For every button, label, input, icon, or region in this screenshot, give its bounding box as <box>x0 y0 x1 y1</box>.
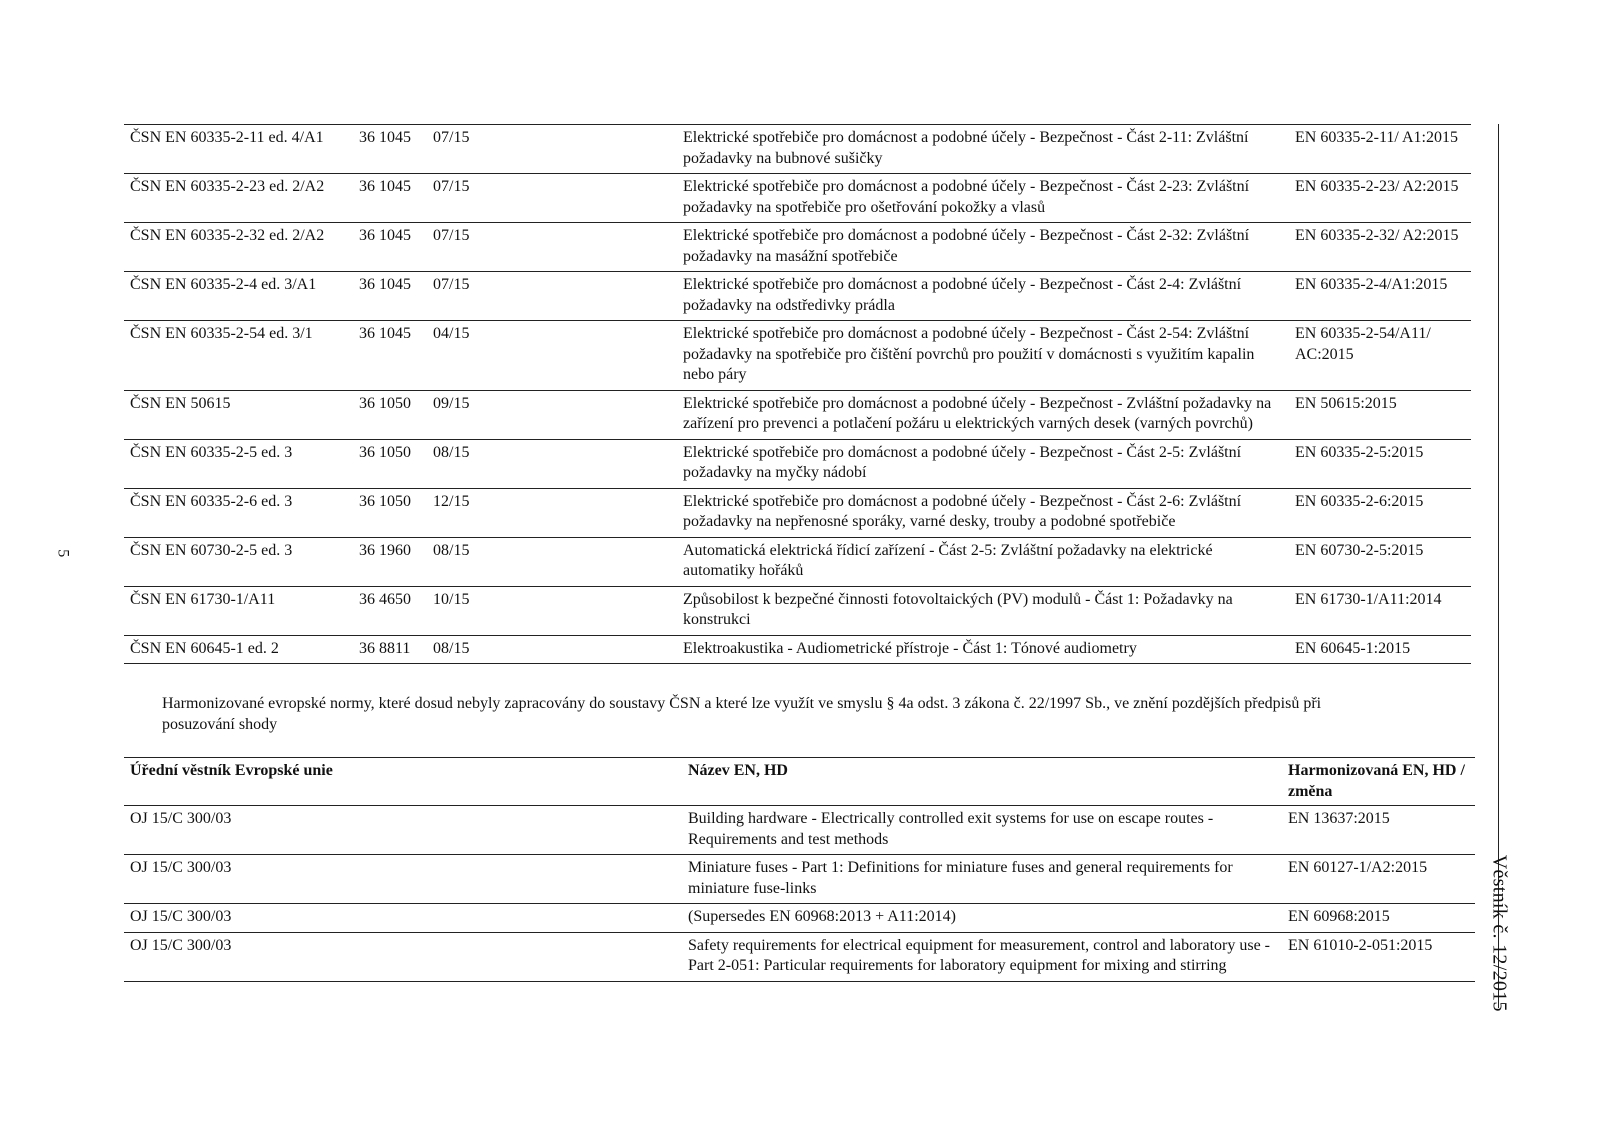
cell-en: EN 50615:2015 <box>1295 394 1397 412</box>
cell-title: Elektroakustika - Audiometrické přístroje - Část 1: Tónové audiometry <box>683 639 1137 657</box>
cell-en: EN 61730-1/A11:2014 <box>1295 590 1442 608</box>
cell-class: 36 1045 <box>359 325 411 342</box>
cell-csn: ČSN EN 60730-2-5 ed. 3 <box>130 541 293 559</box>
cell-title: Elektrické spotřebiče pro domácnost a podobné účely - Bezpečnost - Část 2-23: Zvláštní požadavky na spotřebiče pro ošetřování pokožky a vlasů <box>683 178 1250 216</box>
table-header-row <box>124 758 1475 806</box>
cell-csn: ČSN EN 60335-2-54 ed. 3/1 <box>130 325 313 342</box>
cell-title: Elektrické spotřebiče pro domácnost a podobné účely - Bezpečnost - Část 2-54: Zvláštní požadavky na spotřebiče pro čištění povrchů pro použití v domácnosti s využitím kapalin nebo páry <box>683 325 1255 383</box>
table-row <box>124 806 1475 855</box>
cell-csn: ČSN EN 60335-2-5 ed. 3 <box>130 443 293 461</box>
cell-csn: ČSN EN 50615 <box>130 394 231 412</box>
table-row <box>124 932 1475 981</box>
cell-title: Elektrické spotřebiče pro domácnost a podobné účely - Bezpečnost - Část 2-32: Zvláštní požadavky na masážní spotřebiče <box>683 227 1250 265</box>
cell-title: Elektrické spotřebiče pro domácnost a podobné účely - Bezpečnost - Část 2-6: Zvláštní požadavky na nepřenosné sporáky, varné desky, trouby a podobné spotřebiče <box>683 492 1242 530</box>
harmonized-standards-table-body <box>124 806 1475 982</box>
cell-class: 36 1045 <box>359 129 411 146</box>
table-row <box>124 488 1471 537</box>
cell-csn: ČSN EN 60335-2-11 ed. 4/A1 <box>130 129 324 146</box>
cell-en: EN 60335-2-4/A1:2015 <box>1295 276 1448 293</box>
csn-standards-table <box>124 124 1471 664</box>
header-en: Harmonizovaná EN, HD / změna <box>1288 762 1465 800</box>
cell-en: EN 60335-2-23/ A2:2015 <box>1295 178 1459 195</box>
cell-csn: ČSN EN 60335-2-4 ed. 3/A1 <box>130 276 317 293</box>
cell-en: EN 60335-2-11/ A1:2015 <box>1295 129 1458 146</box>
cell-date: 12/15 <box>433 492 470 510</box>
table-row <box>124 635 1471 664</box>
table-row <box>124 174 1471 223</box>
cell-class: 36 1050 <box>359 443 411 461</box>
table-row <box>124 439 1471 488</box>
cell-en: EN 60335-2-6:2015 <box>1295 492 1424 510</box>
cell-title: Automatická elektrická řídicí zařízení - Část 2-5: Zvláštní požadavky na elektrické automatiky hořáků <box>683 541 1213 579</box>
table-row <box>124 125 1471 174</box>
cell-csn: ČSN EN 60335-2-23 ed. 2/A2 <box>130 178 325 195</box>
header-journal: Úřední věstník Evropské unie <box>130 762 333 779</box>
cell-title: Elektrické spotřebiče pro domácnost a podobné účely - Bezpečnost - Část 2-11: Zvláštní požadavky na bubnové sušičky <box>683 129 1249 167</box>
cell-title: Miniature fuses - Part 1: Definitions for miniature fuses and general requirements for miniature fuse-links <box>688 859 1233 897</box>
cell-class: 36 1045 <box>359 178 411 195</box>
cell-class: 36 1050 <box>359 492 411 510</box>
harmonized-standards-table <box>124 757 1475 982</box>
cell-journal: OJ 15/C 300/03 <box>130 908 232 925</box>
cell-csn: ČSN EN 60335-2-6 ed. 3 <box>130 492 293 510</box>
cell-title: Safety requirements for electrical equipment for measurement, control and laboratory use - Part 2-051: Particular requirements for laboratory equipment for mixing and stirring <box>688 936 1270 974</box>
table-row <box>124 586 1471 635</box>
cell-journal: OJ 15/C 300/03 <box>130 936 232 954</box>
journal-issue-label: Věstník č. 12/2015 <box>1488 854 1511 1012</box>
table-row <box>124 223 1471 272</box>
cell-en: EN 60335-2-54/A11/ AC:2015 <box>1295 325 1431 363</box>
cell-class: 36 4650 <box>359 590 411 608</box>
cell-en: EN 61010-2-051:2015 <box>1288 936 1433 954</box>
cell-date: 07/15 <box>433 178 470 195</box>
cell-title: Elektrické spotřebiče pro domácnost a podobné účely - Bezpečnost - Část 2-4: Zvláštní požadavky na odstředivky prádla <box>683 276 1242 314</box>
cell-class: 36 1050 <box>359 394 411 412</box>
table-row <box>124 855 1475 904</box>
table-row <box>124 904 1475 933</box>
cell-title: Způsobilost k bezpečné činnosti fotovoltaických (PV) modulů - Část 1: Požadavky na konstrukci <box>683 590 1233 628</box>
csn-standards-table-body <box>124 125 1471 664</box>
cell-journal: OJ 15/C 300/03 <box>130 810 232 827</box>
cell-en: EN 60968:2015 <box>1288 908 1390 925</box>
table-row <box>124 390 1471 439</box>
cell-date: 07/15 <box>433 129 470 146</box>
cell-en: EN 60335-2-5:2015 <box>1295 443 1424 461</box>
cell-en: EN 60645-1:2015 <box>1295 639 1411 657</box>
table-row <box>124 537 1471 586</box>
cell-csn: ČSN EN 60335-2-32 ed. 2/A2 <box>130 227 325 244</box>
cell-date: 09/15 <box>433 394 470 412</box>
table-row <box>124 272 1471 321</box>
harmonized-standards-note: Harmonizované evropské normy, které dosud nebyly zapracovány do soustavy ČSN a které lze využít ve smyslu § 4a odst. 3 zákona č. 22/1997 Sb., ve znění pozdějších předpisů při posuzování shody <box>162 695 1322 733</box>
page-number: 5 <box>54 549 72 558</box>
header-title: Název EN, HD <box>688 762 788 779</box>
cell-en: EN 60335-2-32/ A2:2015 <box>1295 227 1459 244</box>
cell-date: 08/15 <box>433 541 470 559</box>
cell-date: 07/15 <box>433 227 470 244</box>
cell-class: 36 1960 <box>359 541 411 559</box>
cell-class: 36 8811 <box>359 639 411 657</box>
cell-title: Building hardware - Electrically controlled exit systems for use on escape routes - Requirements and test methods <box>688 810 1214 848</box>
cell-csn: ČSN EN 61730-1/A11 <box>130 590 276 608</box>
cell-title: (Supersedes EN 60968:2013 + A11:2014) <box>688 908 956 925</box>
cell-en: EN 13637:2015 <box>1288 810 1390 827</box>
cell-date: 04/15 <box>433 325 470 342</box>
cell-date: 08/15 <box>433 443 470 461</box>
cell-date: 07/15 <box>433 276 470 293</box>
table-row <box>124 321 1471 391</box>
cell-title: Elektrické spotřebiče pro domácnost a podobné účely - Bezpečnost - Část 2-5: Zvláštní požadavky na myčky nádobí <box>683 443 1242 481</box>
cell-title: Elektrické spotřebiče pro domácnost a podobné účely - Bezpečnost - Zvláštní požadavky na zařízení pro prevenci a potlačení požáru u elektrických varných desek (varných povrchů) <box>683 394 1272 432</box>
cell-en: EN 60730-2-5:2015 <box>1295 541 1424 559</box>
cell-journal: OJ 15/C 300/03 <box>130 859 232 876</box>
cell-class: 36 1045 <box>359 227 411 244</box>
cell-date: 10/15 <box>433 590 470 608</box>
cell-date: 08/15 <box>433 639 470 657</box>
cell-class: 36 1045 <box>359 276 411 293</box>
cell-en: EN 60127-1/A2:2015 <box>1288 859 1428 876</box>
cell-csn: ČSN EN 60645-1 ed. 2 <box>130 639 279 657</box>
